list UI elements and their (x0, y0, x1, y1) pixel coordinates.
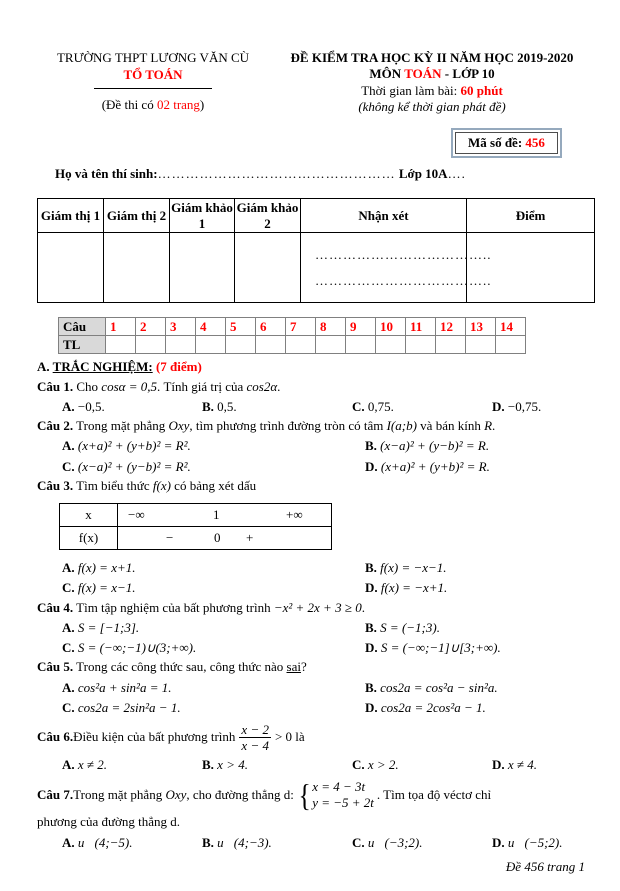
question-number: 8 (316, 318, 346, 336)
answer-table-answer-row (59, 336, 526, 354)
q7-option-d: D. u⃗(−5;2). (492, 834, 563, 850)
q4-option-c: C. S = (−∞;−1)∪(3;+∞). (62, 640, 197, 655)
q4-option-d: D. S = (−∞;−1]∪[3;+∞). (365, 640, 501, 655)
time-line: Thời gian làm bài: 60 phút (361, 82, 503, 98)
sign-table (59, 503, 332, 550)
sign-table-x-row (60, 504, 331, 526)
time-value: 60 phút (460, 82, 503, 98)
question-number: 1 (106, 318, 136, 336)
question-number: 9 (346, 318, 376, 336)
question-number: 4 (196, 318, 226, 336)
q5-option-a: A. cos²a + sin²a = 1. (62, 679, 172, 695)
name-dotted-field: …………………………………………… (157, 166, 396, 181)
q7-option-c: C. u⃗(−3;2). (352, 834, 423, 850)
system-line-1: x = 4 − 3t (312, 779, 366, 795)
question-3 (37, 478, 595, 494)
question-4-text: Tìm tập nghiệm của bất phương trình −x² + 2x + 3 ≥ 0. (73, 599, 365, 615)
subject-line: MÔN TOÁN - LỚP 10 (369, 66, 495, 82)
header-title-block (269, 50, 595, 115)
question-5 (37, 659, 595, 675)
question-7 (37, 776, 595, 813)
sign-table-fx-label: f(x) (60, 527, 118, 549)
answer-cell (226, 336, 256, 354)
question-number: 2 (136, 318, 166, 336)
question-1-label: Câu 1. (37, 378, 74, 394)
exam-title: ĐỀ KIỂM TRA HỌC KỲ II NĂM HỌC 2019-2020 (290, 50, 574, 65)
q4-option-a: A. S = [−1;3]. (62, 619, 140, 635)
cell-nhan-xet (301, 233, 492, 303)
q6-option-d: D. x ≠ 4. (492, 757, 538, 772)
section-a-points: (7 điểm) (152, 359, 202, 375)
question-4-options-ab (37, 620, 595, 636)
question-3-label: Câu 3. (37, 477, 74, 493)
answer-cell (436, 336, 466, 354)
question-7-text-pre: Trong mặt phẳng Oxy, cho đường thẳng d: (73, 787, 294, 803)
sign-table-fx-row (60, 526, 331, 549)
answer-cell (496, 336, 526, 354)
x-pos-infinity: +∞ (286, 507, 303, 522)
question-4-label: Câu 4. (37, 599, 74, 615)
fraction-denominator: x − 4 (241, 738, 269, 753)
nhan-xet-dotted-line-2: ……………………………….. (315, 272, 492, 288)
cell-diem (467, 233, 595, 303)
cell-giam-thi-2 (104, 233, 170, 303)
fx-sign-minus: − (166, 530, 174, 545)
subject-name: TOÁN (404, 66, 442, 82)
header-giam-khao-1: Giám khảo 1 (171, 199, 233, 231)
nhan-xet-dotted-line-1: ……………………………….. (315, 246, 492, 262)
question-5-options-ab (37, 680, 595, 696)
question-3-options-cd (37, 580, 595, 596)
q1-option-a: A. −0,5. (62, 398, 105, 414)
cell-giam-thi-1 (38, 233, 104, 303)
answer-cell (286, 336, 316, 354)
question-6-text-post: > 0 là (274, 729, 305, 745)
system-line-2: y = −5 + 2t (312, 795, 374, 811)
q6-option-a: A. x ≠ 2. (62, 757, 108, 772)
q5-option-c: C. cos2a = 2sin²a − 1. (62, 699, 181, 715)
department-name: TỔ TOÁN (123, 67, 183, 83)
fx-sign-plus: + (246, 530, 254, 545)
q7-option-b: B. u⃗(4;−3). (202, 834, 272, 850)
left-brace: { (298, 776, 311, 813)
q6-option-c: C. x > 2. (352, 757, 399, 772)
question-5-options-cd (37, 700, 595, 716)
x-neg-infinity: −∞ (128, 507, 145, 522)
answer-table (58, 317, 526, 354)
q6-option-b: B. x > 4. (202, 757, 248, 772)
q5-option-b: B. cos2a = cos²a − sin²a. (365, 679, 498, 695)
question-number: 12 (436, 318, 466, 336)
answer-cell (466, 336, 496, 354)
equation-system (297, 776, 374, 813)
q3-option-a: A. f(x) = x+1. (62, 560, 136, 575)
question-number: 14 (496, 318, 526, 336)
question-3-text: Tìm biểu thức f(x) có bảng xét dấu (73, 477, 257, 493)
answer-cell (376, 336, 406, 354)
question-3-options-ab (37, 560, 595, 576)
section-a-title: TRẮC NGHIỆM: (52, 359, 153, 375)
question-number: 7 (286, 318, 316, 336)
question-6-text-pre: Điều kiện của bất phương trình (73, 729, 236, 745)
x-root-value: 1 (213, 507, 220, 522)
q2-option-b: B. (x−a)² + (y−b)² = R. (365, 438, 490, 454)
header-nhan-xet: Nhận xét (301, 199, 467, 233)
header-giam-khao-2: Giám khảo 2 (235, 199, 301, 233)
pages-note: (Đề thi có 02 trang) (101, 96, 205, 112)
question-number: 11 (406, 318, 436, 336)
q5-option-d: D. cos2a = 2cos²a − 1. (365, 699, 486, 715)
question-4-options-cd (37, 640, 595, 656)
pages-count: 02 trang (156, 96, 200, 112)
q1-option-c: C. 0,75. (352, 398, 394, 414)
answer-cell (166, 336, 196, 354)
page-footer: Đề 456 trang 1 (505, 858, 585, 874)
question-number: 5 (226, 318, 256, 336)
question-2-label: Câu 2. (37, 418, 74, 433)
question-7-label: Câu 7. (37, 787, 74, 803)
section-a-heading: A. TRẮC NGHIỆM: (7 điểm) (37, 359, 202, 375)
question-1 (37, 379, 595, 395)
sign-table-x-label: x (60, 504, 118, 526)
q2-option-d: D. (x+a)² + (y+b)² = R. (365, 458, 490, 474)
school-name: TRƯỜNG THPT LƯƠNG VĂN CÙ (56, 50, 250, 65)
answer-cell (346, 336, 376, 354)
student-name-line (37, 166, 595, 182)
cell-giam-khao-1 (170, 233, 235, 303)
q3-option-d: D. f(x) = −x+1. (365, 580, 448, 596)
header-divider (94, 88, 212, 89)
class-dotted-field: …. (447, 166, 466, 181)
question-2-text: Trong mặt phẳng Oxy, tìm phương trình đường tròn có tâm I(a;b) và bán kính R. (73, 418, 496, 433)
question-number: 6 (256, 318, 286, 336)
grading-table-body-row (38, 233, 595, 303)
question-number: 10 (376, 318, 406, 336)
name-label: Họ và tên thí sinh: (55, 166, 158, 181)
fraction (239, 722, 271, 753)
answer-cell (256, 336, 286, 354)
question-4 (37, 600, 595, 616)
grading-table-header-row (38, 199, 595, 233)
time-note: (không kể thời gian phát đề) (358, 98, 506, 114)
fraction-numerator: x − 2 (241, 722, 269, 737)
header-giam-thi-1: Giám thị 1 (38, 199, 104, 233)
question-number: 13 (466, 318, 496, 336)
grading-table (37, 198, 595, 303)
fx-zero: 0 (214, 530, 221, 545)
question-6-options (37, 757, 595, 773)
header-giam-thi-2: Giám thị 2 (104, 199, 170, 233)
question-2-options-cd (37, 459, 595, 475)
question-1-text: Cho cosα = 0,5. Tính giá trị của cos2α. (73, 378, 281, 394)
exam-code: Mã số đề: 456 (455, 132, 558, 154)
exam-code-value: 456 (525, 135, 545, 150)
question-2 (37, 418, 595, 434)
answer-cell (136, 336, 166, 354)
q7-option-a: A. u⃗(4;−5). (62, 834, 133, 850)
question-6 (37, 722, 595, 753)
answer-row-label: Câu (59, 318, 106, 336)
q3-option-c: C. f(x) = x−1. (62, 580, 136, 596)
cell-giam-khao-2 (235, 233, 301, 303)
q2-option-c: C. (x−a)² + (y−b)² = R². (62, 458, 191, 474)
answer-cell (196, 336, 226, 354)
answer-row-label: TL (59, 336, 106, 354)
question-6-label: Câu 6. (37, 729, 74, 745)
question-5-label: Câu 5. (37, 659, 74, 675)
header-diem: Điểm (467, 199, 595, 233)
question-5-text: Trong các công thức sau, công thức nào sai? (73, 659, 307, 675)
answer-cell (406, 336, 436, 354)
question-7-text-post: . Tìm tọa độ véctơ chỉ (376, 787, 492, 803)
question-1-options (37, 399, 595, 415)
question-7-continuation: phương của đường thẳng d. (37, 814, 181, 830)
q1-option-b: B. 0,5. (202, 398, 237, 414)
header (37, 50, 595, 115)
q4-option-b: B. S = (−1;3). (365, 619, 440, 635)
question-2-options-ab (37, 438, 595, 454)
exam-code-box (451, 128, 562, 158)
header-school-block (37, 50, 269, 115)
class-label: Lớp 10A (395, 166, 448, 181)
answer-table-question-row (59, 318, 526, 336)
q2-option-a: A. (x+a)² + (y+b)² = R². (62, 438, 191, 454)
question-number: 3 (166, 318, 196, 336)
answer-cell (316, 336, 346, 354)
answer-cell (106, 336, 136, 354)
question-7-options (37, 835, 595, 851)
q3-option-b: B. f(x) = −x−1. (365, 560, 447, 575)
q1-option-d: D. −0,75. (492, 398, 542, 414)
